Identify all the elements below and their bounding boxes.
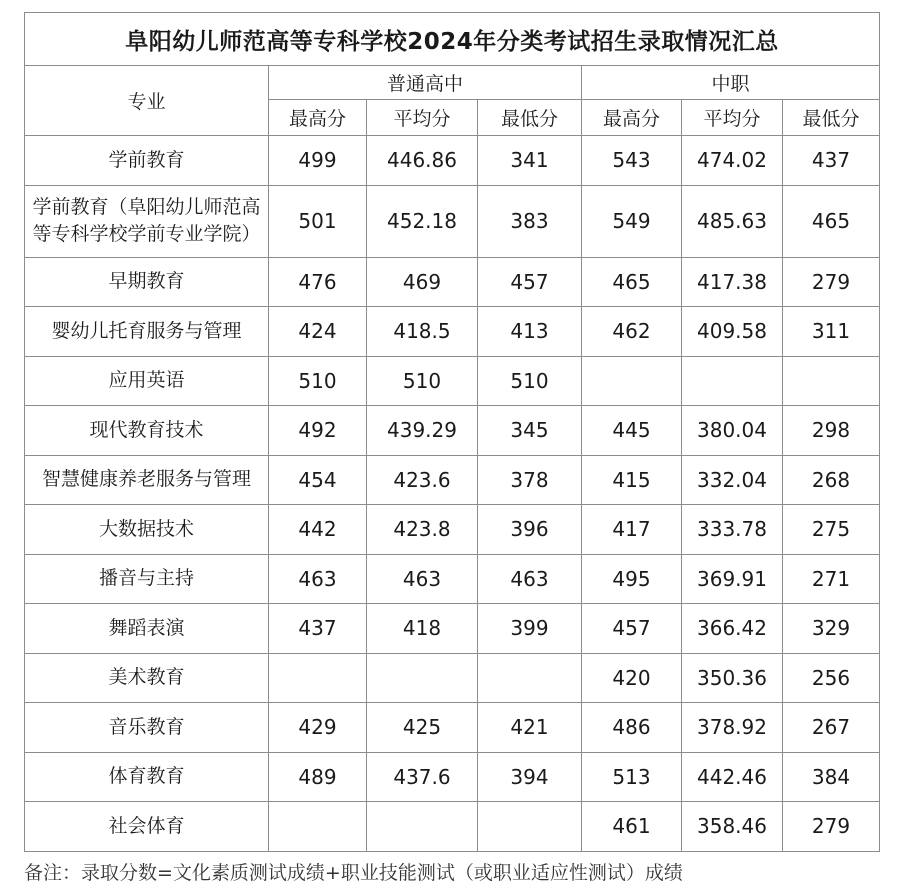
vocational-avg-cell — [682, 356, 783, 406]
major-cell: 应用英语 — [25, 356, 269, 406]
vocational-avg-cell: 417.38 — [682, 257, 783, 307]
vocational-avg-cell: 358.46 — [682, 802, 783, 852]
vocational-max-cell — [582, 356, 682, 406]
vocational-avg-cell: 332.04 — [682, 455, 783, 505]
header-group-general: 普通高中 — [269, 66, 582, 100]
vocational-avg-cell: 333.78 — [682, 505, 783, 555]
table-row — [25, 185, 880, 257]
general-max-cell: 501 — [269, 185, 367, 257]
vocational-min-cell: 311 — [783, 307, 880, 357]
general-min-cell: 341 — [478, 136, 582, 186]
table-row — [25, 257, 880, 307]
admission-score-table — [24, 12, 880, 852]
table-row — [25, 356, 880, 406]
header-major: 专业 — [25, 66, 269, 136]
vocational-min-cell: 267 — [783, 703, 880, 753]
header-group-vocational: 中职 — [582, 66, 880, 100]
header-general-avg: 平均分 — [367, 100, 478, 136]
general-min-cell — [478, 802, 582, 852]
general-max-cell: 437 — [269, 604, 367, 654]
vocational-min-cell: 271 — [783, 554, 880, 604]
major-cell: 学前教育（阜阳幼儿师范高等专科学校学前专业学院） — [25, 185, 269, 257]
vocational-min-cell: 275 — [783, 505, 880, 555]
general-max-cell: 463 — [269, 554, 367, 604]
header-general-max: 最高分 — [269, 100, 367, 136]
vocational-max-cell: 513 — [582, 752, 682, 802]
general-max-cell: 489 — [269, 752, 367, 802]
general-max-cell: 429 — [269, 703, 367, 753]
general-avg-cell — [367, 653, 478, 703]
major-cell: 体育教育 — [25, 752, 269, 802]
general-avg-cell — [367, 802, 478, 852]
vocational-max-cell: 549 — [582, 185, 682, 257]
general-max-cell: 442 — [269, 505, 367, 555]
vocational-avg-cell: 442.46 — [682, 752, 783, 802]
vocational-min-cell: 465 — [783, 185, 880, 257]
vocational-min-cell: 279 — [783, 257, 880, 307]
vocational-min-cell: 268 — [783, 455, 880, 505]
general-avg-cell: 425 — [367, 703, 478, 753]
footnote: 备注：录取分数=文化素质测试成绩+职业技能测试（或职业适应性测试）成绩 — [24, 862, 683, 884]
general-min-cell: 378 — [478, 455, 582, 505]
vocational-max-cell: 543 — [582, 136, 682, 186]
general-avg-cell: 437.6 — [367, 752, 478, 802]
vocational-avg-cell: 378.92 — [682, 703, 783, 753]
major-cell: 学前教育 — [25, 136, 269, 186]
table-row — [25, 307, 880, 357]
table-title: 阜阳幼儿师范高等专科学校2024年分类考试招生录取情况汇总 — [25, 13, 880, 66]
vocational-min-cell: 279 — [783, 802, 880, 852]
vocational-max-cell: 445 — [582, 406, 682, 456]
table-row — [25, 703, 880, 753]
general-avg-cell: 510 — [367, 356, 478, 406]
vocational-avg-cell: 366.42 — [682, 604, 783, 654]
major-cell: 音乐教育 — [25, 703, 269, 753]
vocational-avg-cell: 409.58 — [682, 307, 783, 357]
general-avg-cell: 418.5 — [367, 307, 478, 357]
header-vocational-avg: 平均分 — [682, 100, 783, 136]
general-max-cell: 424 — [269, 307, 367, 357]
table-row — [25, 136, 880, 186]
general-max-cell — [269, 802, 367, 852]
general-avg-cell: 423.6 — [367, 455, 478, 505]
vocational-min-cell: 437 — [783, 136, 880, 186]
vocational-min-cell: 329 — [783, 604, 880, 654]
general-max-cell — [269, 653, 367, 703]
general-min-cell: 510 — [478, 356, 582, 406]
table-row — [25, 406, 880, 456]
header-vocational-min: 最低分 — [783, 100, 880, 136]
vocational-max-cell: 457 — [582, 604, 682, 654]
general-avg-cell: 418 — [367, 604, 478, 654]
vocational-max-cell: 465 — [582, 257, 682, 307]
general-min-cell — [478, 653, 582, 703]
vocational-max-cell: 495 — [582, 554, 682, 604]
major-cell: 舞蹈表演 — [25, 604, 269, 654]
general-max-cell: 492 — [269, 406, 367, 456]
general-min-cell: 383 — [478, 185, 582, 257]
general-avg-cell: 469 — [367, 257, 478, 307]
vocational-min-cell: 298 — [783, 406, 880, 456]
major-cell: 智慧健康养老服务与管理 — [25, 455, 269, 505]
major-cell: 婴幼儿托育服务与管理 — [25, 307, 269, 357]
general-max-cell: 499 — [269, 136, 367, 186]
vocational-avg-cell: 380.04 — [682, 406, 783, 456]
major-cell: 现代教育技术 — [25, 406, 269, 456]
vocational-min-cell: 384 — [783, 752, 880, 802]
general-min-cell: 421 — [478, 703, 582, 753]
vocational-max-cell: 462 — [582, 307, 682, 357]
vocational-max-cell: 415 — [582, 455, 682, 505]
table-body — [25, 136, 880, 852]
general-min-cell: 457 — [478, 257, 582, 307]
major-cell: 社会体育 — [25, 802, 269, 852]
major-cell: 大数据技术 — [25, 505, 269, 555]
major-cell: 播音与主持 — [25, 554, 269, 604]
vocational-min-cell — [783, 356, 880, 406]
vocational-avg-cell: 350.36 — [682, 653, 783, 703]
vocational-max-cell: 420 — [582, 653, 682, 703]
major-cell: 早期教育 — [25, 257, 269, 307]
general-avg-cell: 463 — [367, 554, 478, 604]
general-min-cell: 394 — [478, 752, 582, 802]
table-row — [25, 554, 880, 604]
general-avg-cell: 439.29 — [367, 406, 478, 456]
table-row — [25, 455, 880, 505]
table-row — [25, 802, 880, 852]
general-avg-cell: 452.18 — [367, 185, 478, 257]
vocational-max-cell: 461 — [582, 802, 682, 852]
general-max-cell: 510 — [269, 356, 367, 406]
table-row — [25, 505, 880, 555]
major-cell: 美术教育 — [25, 653, 269, 703]
table-row — [25, 604, 880, 654]
general-min-cell: 463 — [478, 554, 582, 604]
vocational-max-cell: 417 — [582, 505, 682, 555]
general-min-cell: 396 — [478, 505, 582, 555]
header-vocational-max: 最高分 — [582, 100, 682, 136]
vocational-min-cell: 256 — [783, 653, 880, 703]
general-min-cell: 413 — [478, 307, 582, 357]
table-row — [25, 653, 880, 703]
general-max-cell: 454 — [269, 455, 367, 505]
vocational-avg-cell: 474.02 — [682, 136, 783, 186]
vocational-avg-cell: 369.91 — [682, 554, 783, 604]
general-max-cell: 476 — [269, 257, 367, 307]
vocational-avg-cell: 485.63 — [682, 185, 783, 257]
table-row — [25, 752, 880, 802]
header-general-min: 最低分 — [478, 100, 582, 136]
vocational-max-cell: 486 — [582, 703, 682, 753]
general-avg-cell: 423.8 — [367, 505, 478, 555]
general-min-cell: 345 — [478, 406, 582, 456]
general-min-cell: 399 — [478, 604, 582, 654]
general-avg-cell: 446.86 — [367, 136, 478, 186]
